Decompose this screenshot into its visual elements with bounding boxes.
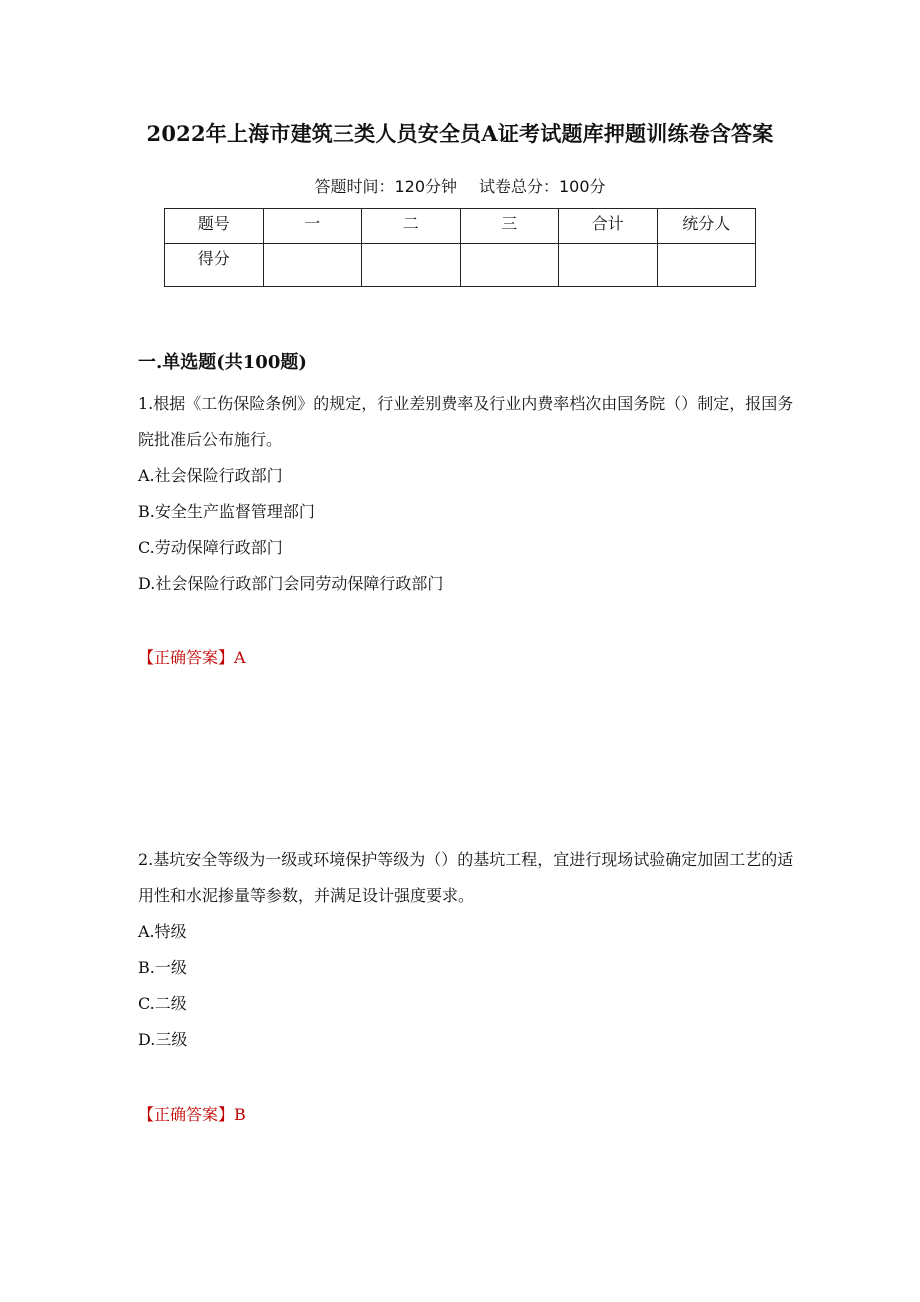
exam-info xyxy=(0,174,920,197)
option-d: D.三级 xyxy=(138,1030,188,1049)
question-1 xyxy=(138,386,798,602)
score-table-header-cell: 统分人 xyxy=(657,209,756,244)
time-label: 答题时间：120分钟 xyxy=(314,177,457,196)
score-row-label: 得分 xyxy=(165,244,264,287)
option-b: B.安全生产监督管理部门 xyxy=(138,502,315,521)
answer-1: 【正确答案】A xyxy=(138,648,246,667)
option-c: C.二级 xyxy=(138,994,187,1013)
score-cell xyxy=(460,244,559,287)
score-cell xyxy=(362,244,461,287)
page-title: 2022年上海市建筑三类人员安全员A证考试题库押题训练卷含答案 xyxy=(146,121,774,146)
score-table-header-row xyxy=(165,209,756,244)
option-d: D.社会保险行政部门会同劳动保障行政部门 xyxy=(138,574,444,593)
section-title: 一.单选题(共100题) xyxy=(138,352,307,373)
score-table-header-cell: 合计 xyxy=(559,209,658,244)
score-table xyxy=(164,208,756,287)
score-cell xyxy=(559,244,658,287)
question-stem: 2.基坑安全等级为一级或环境保护等级为（）的基坑工程，宜进行现场试验确定加固工艺的适用性和水泥掺量等参数，并满足设计强度要求。 xyxy=(138,850,794,905)
question-stem: 1.根据《工伤保险条例》的规定，行业差别费率及行业内费率档次由国务院（）制定，报国务院批准后公布施行。 xyxy=(138,394,794,449)
score-cell xyxy=(263,244,362,287)
question-2 xyxy=(138,842,798,1058)
option-b: B.一级 xyxy=(138,958,187,977)
score-table-header-cell: 一 xyxy=(263,209,362,244)
option-a: A.社会保险行政部门 xyxy=(138,466,283,485)
option-c: C.劳动保障行政部门 xyxy=(138,538,283,557)
total-score-label: 试卷总分：100分 xyxy=(479,177,606,196)
option-a: A.特级 xyxy=(138,922,187,941)
score-cell xyxy=(657,244,756,287)
score-table-header-cell: 题号 xyxy=(165,209,264,244)
score-table-header-cell: 三 xyxy=(460,209,559,244)
score-table-header-cell: 二 xyxy=(362,209,461,244)
answer-2: 【正确答案】B xyxy=(138,1105,246,1124)
score-table-score-row xyxy=(165,244,756,287)
